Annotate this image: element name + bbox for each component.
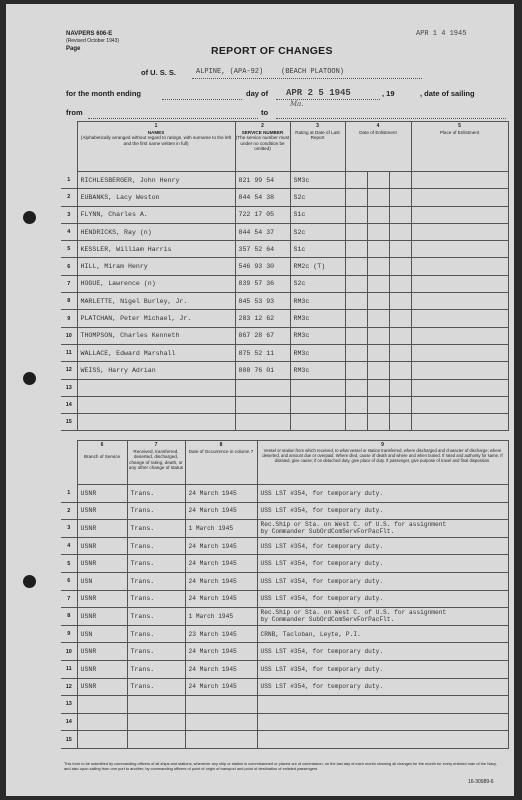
vessel-line: Rec.Ship or Sta. on West C. of U.S. for assignment (260, 521, 447, 529)
enlistment-year-cell (389, 310, 411, 327)
service-note: (The service number must under no condition be omitted) (235, 135, 290, 151)
vessel-cell (257, 608, 508, 626)
col-number: 4 (376, 123, 380, 129)
service-number-cell (235, 396, 290, 413)
vessel-cell (257, 731, 508, 749)
change-row (61, 678, 508, 696)
enlistment-day-cell (345, 362, 367, 379)
vessel-cell (257, 678, 508, 696)
enlistment-year-cell (389, 275, 411, 292)
place-of-enlistment-cell (411, 189, 508, 206)
name-cell (77, 379, 235, 396)
enlistment-year-cell (389, 396, 411, 413)
row-number: 11 (61, 344, 77, 361)
service-number-cell: 845 53 93 (235, 293, 290, 310)
service-number-cell (235, 414, 290, 431)
rating-cell: RM2c (T) (290, 258, 345, 275)
change-cell: Trans. (127, 537, 185, 555)
row-number: 11 (61, 660, 77, 678)
change-row (61, 537, 508, 555)
vessel-cell (257, 520, 508, 538)
name-cell: HOGUE, Lawrence (n) (77, 275, 235, 292)
change-cell: Trans. (127, 555, 185, 573)
vessel-line: USS LST #354, for temporary duty. (260, 648, 384, 656)
place-of-enlistment-cell (411, 293, 508, 310)
place-of-enlistment-cell (411, 275, 508, 292)
change-cell: Trans. (127, 643, 185, 661)
enlistment-month-cell (367, 258, 389, 275)
report-of-changes-form (6, 4, 514, 796)
change-cell: Trans. (127, 485, 185, 503)
personnel-row (61, 310, 508, 327)
received-stamp: APR 1 4 1945 (416, 30, 467, 38)
vessel-cell (257, 660, 508, 678)
rating-cell: RM3c (290, 293, 345, 310)
vessel-cell (257, 643, 508, 661)
enlistment-year-cell (389, 258, 411, 275)
print-code: 16-30989-6 (468, 779, 494, 785)
col-number: 8 (219, 442, 223, 448)
vessel-line: by Commander SubOrdComServForPacFlt. (260, 616, 395, 624)
personnel-row (61, 258, 508, 275)
row-number: 9 (61, 625, 77, 643)
branch-cell: USNR (77, 608, 127, 626)
personnel-row (61, 189, 508, 206)
change-row (61, 590, 508, 608)
branch-cell: USNR (77, 590, 127, 608)
rating-cell: S1c (290, 206, 345, 223)
row-number: 10 (61, 643, 77, 661)
name-cell: EUBANKS, Lacy Weston (77, 189, 235, 206)
date-of-sailing-label: , date of sailing (420, 89, 475, 98)
col-number: 9 (381, 442, 384, 448)
change-cell: Trans. (127, 678, 185, 696)
enlistment-month-cell (367, 241, 389, 258)
service-number-cell: 844 54 38 (235, 189, 290, 206)
enlistment-day-cell (345, 344, 367, 361)
change-row (61, 572, 508, 590)
personnel-table (61, 121, 509, 431)
vessel-line: USS LST #354, for temporary duty. (260, 683, 384, 691)
place-of-enlistment-cell (411, 241, 508, 258)
branch-cell: USNR (77, 555, 127, 573)
personnel-row (61, 241, 508, 258)
enlistment-month-cell (367, 223, 389, 240)
rating-cell (290, 396, 345, 413)
branch-cell: USN (77, 572, 127, 590)
enlistment-month-cell (367, 379, 389, 396)
enlistment-year-cell (389, 414, 411, 431)
enlistment-day-cell (345, 258, 367, 275)
date-cell: 24 March 1945 (185, 643, 257, 661)
names-note: (Alphabetically arranged without regard to ratings, with surname to the left and the first name written in full) (80, 135, 232, 146)
change-row (61, 660, 508, 678)
rating-cell (290, 379, 345, 396)
row-number: 5 (61, 555, 77, 573)
place-of-enlistment-cell (411, 396, 508, 413)
enlistment-day-cell (345, 275, 367, 292)
date-cell: 24 March 1945 (185, 502, 257, 520)
service-number-cell: 821 99 54 (235, 172, 290, 189)
place-of-enlistment-cell (411, 327, 508, 344)
punch-hole (23, 575, 36, 588)
enlistment-day-cell (345, 223, 367, 240)
personnel-row (61, 414, 508, 431)
row-number: 1 (61, 485, 77, 503)
date-cell: 24 March 1945 (185, 555, 257, 573)
punch-hole (23, 211, 36, 224)
row-number: 12 (61, 678, 77, 696)
row-number: 4 (61, 537, 77, 555)
service-number-cell: 808 76 01 (235, 362, 290, 379)
service-header: SERVICE NUMBER (241, 129, 284, 135)
rating-cell: S1c (290, 241, 345, 258)
date-stamp: APR 2 5 1945 (286, 88, 351, 98)
row-number: 8 (61, 608, 77, 626)
enlistment-month-cell (367, 206, 389, 223)
branch-cell: USNR (77, 537, 127, 555)
change-header: Received, transferred, deserted, discharged, change of rating, death, or any other change of status (128, 448, 184, 470)
place-of-enlistment-cell (411, 379, 508, 396)
row-number: 2 (61, 189, 77, 206)
change-row (61, 713, 508, 731)
change-cell: Trans. (127, 502, 185, 520)
row-number: 13 (61, 379, 77, 396)
rating-cell: S2c (290, 275, 345, 292)
enlistment-month-cell (367, 344, 389, 361)
enlistment-header: Date of Enlistment (359, 129, 397, 135)
date-cell: 24 March 1945 (185, 678, 257, 696)
enlistment-year-cell (389, 293, 411, 310)
change-row (61, 520, 508, 538)
date-cell (185, 731, 257, 749)
day-of-label: day of (246, 89, 269, 98)
col-number: 3 (316, 123, 319, 129)
year-label: , 19 (382, 89, 395, 98)
branch-cell: USNR (77, 660, 127, 678)
row-number: 9 (61, 310, 77, 327)
row-number: 14 (61, 396, 77, 413)
col-number: 5 (458, 123, 461, 129)
date-header: Date of Occurrence in column 7 (188, 448, 254, 454)
enlistment-month-cell (367, 414, 389, 431)
from-label: from (66, 108, 83, 117)
date-cell: 23 March 1945 (185, 625, 257, 643)
change-cell (127, 713, 185, 731)
enlistment-day-cell (345, 241, 367, 258)
vessel-cell (257, 696, 508, 714)
enlistment-year-cell (389, 362, 411, 379)
branch-cell: USNR (77, 502, 127, 520)
service-number-cell: 839 57 36 (235, 275, 290, 292)
date-cell (185, 713, 257, 731)
personnel-row (61, 172, 508, 189)
vessel-cell (257, 555, 508, 573)
branch-cell: USN (77, 625, 127, 643)
personnel-row (61, 362, 508, 379)
enlistment-day-cell (345, 310, 367, 327)
vessel-line: USS LST #354, for temporary duty. (260, 507, 384, 515)
row-number: 6 (61, 258, 77, 275)
enlistment-month-cell (367, 396, 389, 413)
change-cell (127, 696, 185, 714)
rating-cell: RM3c (290, 327, 345, 344)
name-cell: HENDRICKS, Ray (n) (77, 223, 235, 240)
vessel-cell (257, 572, 508, 590)
service-number-cell: 283 12 62 (235, 310, 290, 327)
place-of-enlistment-cell (411, 362, 508, 379)
personnel-row (61, 206, 508, 223)
row-number: 14 (61, 713, 77, 731)
change-row (61, 485, 508, 503)
form-revised: (Revised October 1943) (66, 38, 120, 44)
branch-cell: USNR (77, 643, 127, 661)
row-number: 3 (61, 206, 77, 223)
row-number: 4 (61, 223, 77, 240)
form-title: REPORT OF CHANGES (211, 45, 333, 57)
date-cell: 1 March 1945 (185, 608, 257, 626)
change-row (61, 643, 508, 661)
place-of-enlistment-cell (411, 310, 508, 327)
vessel-header: Vessel or station from which received, to what vessel or station transferred, where discharged and character of discharge; where deserted, and amount due or overpaid. Where died, cause of death and where and when buried. If rated and authority for same. If disrated, give cause; if on detached duty, give place of duty. If passenger, give purpose of travel and final disposition. (262, 448, 503, 463)
rating-cell: RM3c (290, 362, 345, 379)
col-number: 1 (154, 123, 158, 129)
vessel-line: USS LST #354, for temporary duty. (260, 560, 384, 568)
vessel-line: USS LST #354, for temporary duty. (260, 542, 384, 550)
personnel-row (61, 327, 508, 344)
place-of-enlistment-cell (411, 172, 508, 189)
date-cell (185, 696, 257, 714)
row-number: 6 (61, 572, 77, 590)
service-number-cell: 875 52 11 (235, 344, 290, 361)
vessel-cell (257, 537, 508, 555)
enlistment-day-cell (345, 327, 367, 344)
change-cell (127, 731, 185, 749)
ship-name: ALPINE, (APA-92) (196, 68, 264, 76)
personnel-row (61, 293, 508, 310)
enlistment-year-cell (389, 344, 411, 361)
branch-cell: USNR (77, 520, 127, 538)
vessel-cell (257, 713, 508, 731)
vessel-line: USS LST #354, for temporary duty. (260, 489, 384, 497)
vessel-cell (257, 485, 508, 503)
name-cell: RICHLESBERGER, John Henry (77, 172, 235, 189)
vessel-cell (257, 502, 508, 520)
name-cell: WEISS, Harry Adrian (77, 362, 235, 379)
col-number: 7 (154, 442, 158, 448)
name-cell: HILL, Miram Henry (77, 258, 235, 275)
row-number: 2 (61, 502, 77, 520)
form-number: NAVPERS 606-E (66, 31, 113, 37)
service-number-cell (235, 379, 290, 396)
personnel-row (61, 275, 508, 292)
to-label: to (261, 108, 269, 117)
enlistment-day-cell (345, 396, 367, 413)
place-of-enlistment-cell (411, 344, 508, 361)
service-number-cell: 546 93 30 (235, 258, 290, 275)
row-number: 15 (61, 414, 77, 431)
vessel-line: USS LST #354, for temporary duty. (260, 577, 384, 585)
place-of-enlistment-cell (411, 258, 508, 275)
vessel-cell (257, 625, 508, 643)
place-header: Place of Enlistment (439, 129, 480, 135)
punch-hole (23, 372, 36, 385)
row-number: 8 (61, 293, 77, 310)
service-number-cell: 357 52 64 (235, 241, 290, 258)
branch-cell: USNR (77, 485, 127, 503)
place-of-enlistment-cell (411, 414, 508, 431)
enlistment-day-cell (345, 379, 367, 396)
enlistment-year-cell (389, 206, 411, 223)
date-cell: 24 March 1945 (185, 537, 257, 555)
change-row (61, 696, 508, 714)
enlistment-month-cell (367, 275, 389, 292)
enlistment-year-cell (389, 172, 411, 189)
footer-note: This form to be submitted by commanding officers of all ships and stations, whenever any ship or station is commissioned or placed out of commission, on the last day of each month showing all changes for the month for every enlisted man of the Navy, and also upon sailing from one port to another, by commanding officers of point of origin of transport and point of destination of enlisted passengers. (64, 761, 497, 771)
name-cell: KESSLER, William Harris (77, 241, 235, 258)
row-number: 3 (61, 520, 77, 538)
page-label: Page (66, 46, 81, 52)
change-cell: Trans. (127, 625, 185, 643)
unit-name: (BEACH PLATOON) (281, 68, 345, 76)
enlistment-month-cell (367, 293, 389, 310)
personnel-row (61, 396, 508, 413)
service-number-cell: 722 17 05 (235, 206, 290, 223)
enlistment-month-cell (367, 172, 389, 189)
change-cell: Trans. (127, 660, 185, 678)
row-number: 10 (61, 327, 77, 344)
handwritten-initial: Ma. (290, 100, 304, 108)
branch-cell (77, 696, 127, 714)
enlistment-month-cell (367, 310, 389, 327)
row-number: 7 (61, 275, 77, 292)
change-row (61, 555, 508, 573)
change-row (61, 608, 508, 626)
name-cell: PLATCHAN, Peter Michael, Jr. (77, 310, 235, 327)
changes-table (61, 440, 509, 749)
date-cell: 1 March 1945 (185, 520, 257, 538)
rating-cell (290, 414, 345, 431)
personnel-row (61, 223, 508, 240)
date-cell: 24 March 1945 (185, 572, 257, 590)
branch-cell (77, 731, 127, 749)
change-row (61, 731, 508, 749)
row-number: 5 (61, 241, 77, 258)
enlistment-month-cell (367, 362, 389, 379)
place-of-enlistment-cell (411, 206, 508, 223)
name-cell (77, 396, 235, 413)
enlistment-year-cell (389, 379, 411, 396)
enlistment-day-cell (345, 172, 367, 189)
vessel-line: by Commander SubOrdComServForPacFlt. (260, 528, 395, 536)
name-cell: MARLETTE, Nigel Burley, Jr. (77, 293, 235, 310)
row-number: 12 (61, 362, 77, 379)
vessel-line: USS LST #354, for temporary duty. (260, 665, 384, 673)
change-cell: Trans. (127, 608, 185, 626)
row-number: 15 (61, 731, 77, 749)
change-cell: Trans. (127, 590, 185, 608)
branch-cell (77, 713, 127, 731)
col-number: 2 (261, 123, 264, 129)
name-cell: FLYNN, Charles A. (77, 206, 235, 223)
enlistment-day-cell (345, 293, 367, 310)
row-number: 7 (61, 590, 77, 608)
branch-header: Branch of Service (83, 454, 121, 459)
name-cell: WALLACE, Edward Marshall (77, 344, 235, 361)
vessel-line: CRNB, Tacloban, Leyte, P.I. (260, 630, 361, 638)
vessel-line: USS LST #354, for temporary duty. (260, 595, 384, 603)
branch-cell: USNR (77, 678, 127, 696)
vessel-line: Rec.Ship or Sta. on West C. of U.S. for assignment (260, 609, 447, 617)
service-number-cell: 867 28 67 (235, 327, 290, 344)
enlistment-day-cell (345, 189, 367, 206)
name-cell: THOMPSON, Charles Kenneth (77, 327, 235, 344)
service-number-cell: 844 54 37 (235, 223, 290, 240)
row-number: 1 (61, 172, 77, 189)
rating-cell: SM3c (290, 172, 345, 189)
change-cell: Trans. (127, 520, 185, 538)
enlistment-month-cell (367, 327, 389, 344)
enlistment-year-cell (389, 223, 411, 240)
of-uss-label: of U. S. S. (141, 68, 177, 77)
rating-cell: RM3c (290, 310, 345, 327)
enlistment-year-cell (389, 241, 411, 258)
rating-cell: RM3c (290, 344, 345, 361)
enlistment-day-cell (345, 414, 367, 431)
enlistment-year-cell (389, 189, 411, 206)
date-cell: 24 March 1945 (185, 660, 257, 678)
rating-cell: S2c (290, 189, 345, 206)
change-row (61, 625, 508, 643)
date-cell: 24 March 1945 (185, 590, 257, 608)
rating-header: Rating at Date of Last Report (295, 129, 340, 140)
place-of-enlistment-cell (411, 223, 508, 240)
change-row (61, 502, 508, 520)
date-cell: 24 March 1945 (185, 485, 257, 503)
name-cell (77, 414, 235, 431)
rating-cell: S2c (290, 223, 345, 240)
personnel-row (61, 344, 508, 361)
row-number: 13 (61, 696, 77, 714)
change-cell: Trans. (127, 572, 185, 590)
personnel-row (61, 379, 508, 396)
enlistment-year-cell (389, 327, 411, 344)
enlistment-month-cell (367, 189, 389, 206)
vessel-cell (257, 590, 508, 608)
names-header: NAMES (147, 129, 165, 135)
enlistment-day-cell (345, 206, 367, 223)
month-ending-label: for the month ending (66, 89, 141, 98)
col-number: 6 (100, 442, 104, 448)
